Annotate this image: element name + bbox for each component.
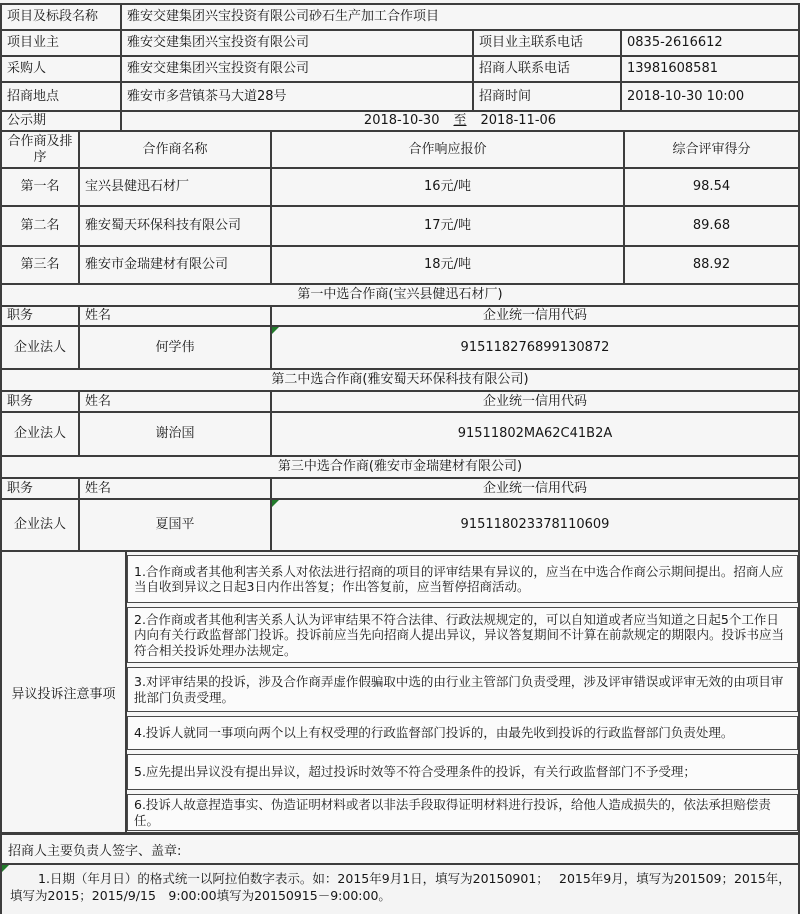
owner-label: 项目业主 (2, 31, 122, 55)
winner-3-role: 企业法人 (2, 500, 80, 550)
rank-3-price: 18元/吨 (272, 247, 625, 283)
dispute-notes-label: 异议投诉注意事项 (2, 552, 127, 832)
winner-role-col: 职务 (2, 392, 80, 411)
list-item: 6.投诉人故意捏造事实、伪造证明材料或者以非法手段取得证明材料进行投诉，给他人造成损失的，依法承担赔偿责任。 (127, 794, 798, 831)
winner-3-header: 第三中选合作商(雅安市金瑞建材有限公司) (277, 459, 523, 475)
rank-2-label: 第二名 (2, 207, 80, 245)
publicity-label: 公示期 (2, 112, 122, 130)
winner-3-data-row (2, 500, 798, 552)
rank-2-score: 89.68 (692, 218, 731, 234)
list-item: 2.合作商或者其他利害关系人认为评审结果不符合法律、行政法规规定的，可以自知道或者应当知道之日起5个工作日内向有关行政监督部门投诉。投诉前应当先向招商人提出异议，异议答复期间不计算在前款规定的期限内。投诉书应当符合相关投诉处理办法规定。 (127, 607, 798, 663)
winner-name-col: 姓名 (80, 392, 272, 411)
date-format-footnote (2, 865, 798, 914)
purchaser-row (2, 57, 798, 83)
location-label: 招商地点 (2, 83, 122, 110)
winner-2-code (272, 413, 798, 455)
dispute-notes-section (2, 552, 798, 835)
project-name-value: 雅安交建集团兴宝投资有限公司砂石生产加工合作项目 (127, 9, 440, 25)
winner-role-col: 职务 (2, 479, 80, 498)
location-value: 雅安市多营镇茶马大道28号 (122, 83, 474, 110)
winner-3-code (272, 500, 798, 550)
winner-code-col: 企业统一信用代码 (482, 480, 587, 496)
winner-role-col: 职务 (2, 307, 80, 325)
winner-3-name: 夏国平 (80, 500, 272, 550)
winner-code-col: 企业统一信用代码 (482, 308, 587, 324)
winner-1-name: 何学伟 (80, 327, 272, 368)
rank-3-name: 雅安市金瑞建材有限公司 (80, 247, 272, 283)
time-label: 招商时间 (474, 83, 622, 110)
rank-2-name: 雅安蜀天环保科技有限公司 (80, 207, 272, 245)
rank-3-label: 第三名 (2, 247, 80, 283)
winner-2-data-row (2, 413, 798, 457)
ranking-col-score: 综合评审得分 (672, 141, 751, 157)
recruiter-phone-label: 招商人联系电话 (474, 57, 622, 81)
winner-3-cols-row (2, 479, 798, 500)
publicity-start-date: 2018-10-30 (363, 113, 440, 129)
rank-1-name: 宝兴县健迅石材厂 (80, 169, 272, 205)
comment-flag-icon (272, 500, 279, 507)
publicity-end-date: 2018-11-06 (480, 113, 557, 129)
winner-3-header-row (2, 457, 798, 479)
owner-value: 雅安交建集团兴宝投资有限公司 (122, 31, 474, 55)
publicity-to-text: 至 (453, 113, 467, 129)
purchaser-value: 雅安交建集团兴宝投资有限公司 (122, 57, 474, 81)
time-value: 2018-10-30 10:00 (627, 88, 745, 104)
rank-3-score: 88.92 (692, 257, 731, 273)
winner-1-cols-row (2, 307, 798, 327)
location-row (2, 83, 798, 112)
ranking-col-price: 合作响应报价 (272, 132, 625, 167)
recruiter-phone-value: 13981608581 (627, 61, 718, 77)
signature-label: 招商人主要负责人签字、盖章: (8, 843, 182, 859)
rank-1-label: 第一名 (2, 169, 80, 205)
winner-code-col: 企业统一信用代码 (482, 393, 587, 409)
bid-result-table (0, 3, 800, 914)
list-item: 5.应先提出异议没有提出异议，超过投诉时效等不符合受理条件的投诉，有关行政监督部门不予受理； (127, 754, 798, 790)
comment-flag-icon (2, 865, 9, 872)
list-item: 1.合作商或者其他利害关系人对依法进行招商的项目的评审结果有异议的，应当在中选合作商公示期间提出。招商人应当自收到异议之日起3日内作出答复；作出答复前，应当暂停招商活动。 (127, 555, 798, 603)
rank-2-price: 17元/吨 (272, 207, 625, 245)
dispute-notes-body (127, 552, 798, 832)
ranking-col-name: 合作商名称 (80, 132, 272, 167)
ranking-header-row (2, 132, 798, 169)
winner-2-role: 企业法人 (2, 413, 80, 455)
winner-1-code (272, 327, 798, 368)
owner-row (2, 31, 798, 57)
rank-1-score: 98.54 (692, 179, 731, 195)
rank-1-price: 16元/吨 (272, 169, 625, 205)
winner-name-col: 姓名 (80, 307, 272, 325)
table-row (2, 247, 798, 285)
publicity-row (2, 112, 798, 132)
project-name-row (2, 5, 798, 31)
ranking-col-rank: 合作商及排序 (2, 132, 80, 167)
winner-1-code-text: 915118276899130872 (460, 339, 610, 355)
winner-2-header: 第二中选合作商(雅安蜀天环保科技有限公司) (271, 372, 529, 388)
winner-1-data-row (2, 327, 798, 370)
winner-name-col: 姓名 (80, 479, 272, 498)
signature-row (2, 835, 798, 865)
winner-2-code-text: 91511802MA62C41B2A (457, 426, 613, 442)
table-row (2, 169, 798, 207)
winner-2-name: 谢治国 (80, 413, 272, 455)
publicity-value (122, 112, 798, 130)
winner-1-header: 第一中选合作商(宝兴县健迅石材厂) (297, 287, 503, 303)
footnote-text: 1.日期（年月日）的格式统一以阿拉伯数字表示。如：2015年9月1日，填写为20150901； 2015年9月，填写为201509；2015年，填写为2015；2015/9/15 9:00:00填写为20150915－9:00:00。 (10, 871, 791, 903)
project-name-label: 项目及标段名称 (2, 5, 122, 29)
winner-2-cols-row (2, 392, 798, 413)
list-item: 3.对评审结果的投诉，涉及合作商弄虚作假骗取中选的由行业主管部门负责受理，涉及评审错误或评审无效的由项目审批部门负责受理。 (127, 667, 798, 712)
winner-1-role: 企业法人 (2, 327, 80, 368)
winner-3-code-text: 915118023378110609 (460, 517, 610, 533)
winner-1-header-row (2, 285, 798, 307)
table-row (2, 207, 798, 247)
purchaser-label: 采购人 (2, 57, 122, 81)
list-item: 4.投诉人就同一事项向两个以上有权受理的行政监督部门投诉的，由最先收到投诉的行政监督部门负责处理。 (127, 716, 798, 750)
winner-2-header-row (2, 370, 798, 392)
comment-flag-icon (272, 327, 279, 334)
owner-phone-value: 0835-2616612 (627, 35, 723, 51)
owner-phone-label: 项目业主联系电话 (474, 31, 622, 55)
